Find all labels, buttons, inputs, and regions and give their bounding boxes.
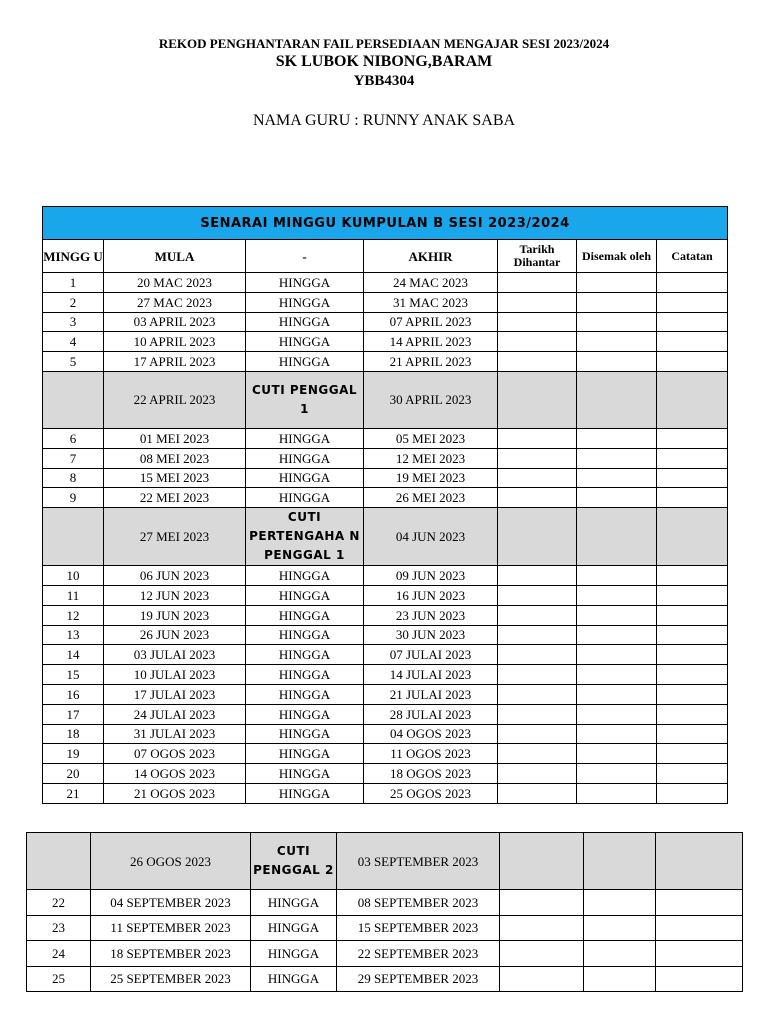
table-row: [27, 890, 743, 916]
week-number-cell: 8: [43, 468, 104, 488]
start-date-cell: 03 JULAI 2023: [104, 645, 246, 665]
start-date-cell: 08 MEI 2023: [104, 448, 246, 468]
col-header-start: MULA: [104, 240, 246, 273]
separator-cell: HINGGA: [251, 966, 337, 992]
table-row: [43, 665, 728, 685]
end-date-cell: 07 JULAI 2023: [364, 645, 498, 665]
checked-by-cell[interactable]: [577, 468, 657, 488]
separator-cell: HINGGA: [246, 273, 364, 293]
end-date-cell: 04 JUN 2023: [364, 508, 498, 566]
start-date-cell: 03 APRIL 2023: [104, 312, 246, 332]
end-date-cell: 29 SEPTEMBER 2023: [337, 966, 500, 992]
week-schedule-table-continued: [26, 832, 743, 992]
table-row: [43, 273, 728, 293]
end-date-cell: 08 SEPTEMBER 2023: [337, 890, 500, 916]
separator-cell: HINGGA: [246, 566, 364, 586]
end-date-cell: 11 OGOS 2023: [364, 744, 498, 764]
notes-cell[interactable]: [656, 833, 743, 890]
table-row: [43, 292, 728, 312]
checked-by-cell[interactable]: [577, 292, 657, 312]
week-number-cell: 5: [43, 352, 104, 372]
sent-date-cell[interactable]: [498, 585, 577, 605]
end-date-cell: 14 JULAI 2023: [364, 665, 498, 685]
checked-by-cell[interactable]: [577, 352, 657, 372]
school-code: YBB4304: [353, 73, 415, 89]
end-date-cell: 09 JUN 2023: [364, 566, 498, 586]
separator-cell: HINGGA: [246, 448, 364, 468]
checked-by-cell[interactable]: [584, 915, 656, 941]
sent-date-cell[interactable]: [498, 645, 577, 665]
week-number-cell: [43, 508, 104, 566]
separator-cell: HINGGA: [246, 332, 364, 352]
table-row: [27, 941, 743, 967]
sent-date-cell[interactable]: [498, 744, 577, 764]
separator-cell: HINGGA: [246, 783, 364, 803]
end-date-cell: 16 JUN 2023: [364, 585, 498, 605]
notes-cell[interactable]: [657, 645, 728, 665]
table-row: [43, 684, 728, 704]
notes-cell[interactable]: [656, 890, 743, 916]
notes-cell[interactable]: [657, 273, 728, 293]
end-date-cell: 21 JULAI 2023: [364, 684, 498, 704]
checked-by-cell[interactable]: [577, 764, 657, 784]
notes-cell[interactable]: [657, 724, 728, 744]
notes-cell[interactable]: [657, 625, 728, 645]
week-number-cell: 20: [43, 764, 104, 784]
separator-cell: HINGGA: [246, 625, 364, 645]
holiday-label-cell: CUTI PERTENGAHA N PENGGAL 1: [246, 508, 364, 566]
notes-cell[interactable]: [657, 665, 728, 685]
checked-by-cell[interactable]: [577, 744, 657, 764]
start-date-cell: 31 JULAI 2023: [104, 724, 246, 744]
end-date-cell: 21 APRIL 2023: [364, 352, 498, 372]
checked-by-cell[interactable]: [577, 684, 657, 704]
checked-by-cell[interactable]: [577, 566, 657, 586]
col-header-end: AKHIR: [364, 240, 498, 273]
table-row: [43, 605, 728, 625]
col-header-sep: -: [246, 240, 364, 273]
start-date-cell: 11 SEPTEMBER 2023: [91, 915, 251, 941]
notes-cell[interactable]: [657, 428, 728, 448]
sent-date-cell[interactable]: [498, 724, 577, 744]
start-date-cell: 22 MEI 2023: [104, 488, 246, 508]
end-date-cell: 23 JUN 2023: [364, 605, 498, 625]
table-row: [43, 566, 728, 586]
week-number-cell: 12: [43, 605, 104, 625]
table-row: [43, 488, 728, 508]
checked-by-cell[interactable]: [577, 273, 657, 293]
week-number-cell: 16: [43, 684, 104, 704]
start-date-cell: 06 JUN 2023: [104, 566, 246, 586]
separator-cell: HINGGA: [246, 704, 364, 724]
checked-by-cell[interactable]: [584, 833, 656, 890]
sent-date-cell[interactable]: [498, 783, 577, 803]
sent-date-cell[interactable]: [498, 292, 577, 312]
separator-cell: HINGGA: [246, 488, 364, 508]
start-date-cell: 01 MEI 2023: [104, 428, 246, 448]
start-date-cell: 12 JUN 2023: [104, 585, 246, 605]
end-date-cell: 14 APRIL 2023: [364, 332, 498, 352]
checked-by-cell[interactable]: [577, 585, 657, 605]
week-number-cell: 2: [43, 292, 104, 312]
week-number-cell: 21: [43, 783, 104, 803]
end-date-cell: 04 OGOS 2023: [364, 724, 498, 744]
sent-date-cell[interactable]: [498, 508, 577, 566]
start-date-cell: 27 MEI 2023: [104, 508, 246, 566]
checked-by-cell[interactable]: [577, 488, 657, 508]
document-title: REKOD PENGHANTARAN FAIL PERSEDIAAN MENGAJAR SESI 2023/2024: [158, 36, 610, 51]
table-row: [43, 625, 728, 645]
sent-date-cell[interactable]: [498, 312, 577, 332]
end-date-cell: 31 MAC 2023: [364, 292, 498, 312]
week-number-cell: 23: [27, 915, 91, 941]
start-date-cell: 17 JULAI 2023: [104, 684, 246, 704]
start-date-cell: 27 MAC 2023: [104, 292, 246, 312]
week-number-cell: 1: [43, 273, 104, 293]
start-date-cell: 14 OGOS 2023: [104, 764, 246, 784]
end-date-cell: 26 MEI 2023: [364, 488, 498, 508]
start-date-cell: 21 OGOS 2023: [104, 783, 246, 803]
table-row: [43, 704, 728, 724]
week-number-cell: 3: [43, 312, 104, 332]
notes-cell[interactable]: [656, 941, 743, 967]
separator-cell: HINGGA: [246, 312, 364, 332]
table-row: [43, 448, 728, 468]
checked-by-cell[interactable]: [577, 312, 657, 332]
table-row: [27, 966, 743, 992]
school-name: SK LUBOK NIBONG,BARAM: [275, 53, 493, 70]
holiday-row: [43, 508, 728, 566]
week-number-cell: 17: [43, 704, 104, 724]
separator-cell: HINGGA: [246, 665, 364, 685]
checked-by-cell[interactable]: [577, 448, 657, 468]
sent-date-cell[interactable]: [500, 915, 584, 941]
table-row: [43, 764, 728, 784]
sent-date-cell[interactable]: [498, 704, 577, 724]
separator-cell: HINGGA: [251, 941, 337, 967]
sent-date-cell[interactable]: [498, 352, 577, 372]
week-number-cell: 19: [43, 744, 104, 764]
end-date-cell: 07 APRIL 2023: [364, 312, 498, 332]
sent-date-cell[interactable]: [500, 833, 584, 890]
holiday-label-cell: CUTI PENGGAL 2: [251, 833, 337, 890]
table-row: [43, 783, 728, 803]
week-number-cell: [27, 833, 91, 890]
table-row: [43, 428, 728, 448]
col-header-week: MINGG U: [43, 240, 104, 273]
notes-cell[interactable]: [657, 332, 728, 352]
notes-cell[interactable]: [657, 684, 728, 704]
week-number-cell: 13: [43, 625, 104, 645]
sent-date-cell[interactable]: [498, 566, 577, 586]
week-number-cell: 25: [27, 966, 91, 992]
checked-by-cell[interactable]: [584, 966, 656, 992]
end-date-cell: 28 JULAI 2023: [364, 704, 498, 724]
start-date-cell: 26 OGOS 2023: [91, 833, 251, 890]
col-header-notes: Catatan: [657, 240, 728, 273]
notes-cell[interactable]: [657, 764, 728, 784]
week-number-cell: 6: [43, 428, 104, 448]
separator-cell: HINGGA: [246, 292, 364, 312]
separator-cell: HINGGA: [246, 724, 364, 744]
end-date-cell: 30 APRIL 2023: [364, 371, 498, 428]
end-date-cell: 05 MEI 2023: [364, 428, 498, 448]
separator-cell: HINGGA: [246, 764, 364, 784]
end-date-cell: 03 SEPTEMBER 2023: [337, 833, 500, 890]
notes-cell[interactable]: [657, 371, 728, 428]
end-date-cell: 24 MAC 2023: [364, 273, 498, 293]
checked-by-cell[interactable]: [577, 508, 657, 566]
end-date-cell: 19 MEI 2023: [364, 468, 498, 488]
table-row: [43, 332, 728, 352]
holiday-label-cell: CUTI PENGGAL 1: [246, 371, 364, 428]
start-date-cell: 10 JULAI 2023: [104, 665, 246, 685]
col-header-checked-by: Disemak oleh: [577, 240, 657, 273]
start-date-cell: 25 SEPTEMBER 2023: [91, 966, 251, 992]
separator-cell: HINGGA: [251, 890, 337, 916]
start-date-cell: 18 SEPTEMBER 2023: [91, 941, 251, 967]
week-schedule-table: [42, 206, 728, 804]
week-number-cell: 4: [43, 332, 104, 352]
week-number-cell: 18: [43, 724, 104, 744]
notes-cell[interactable]: [657, 488, 728, 508]
start-date-cell: 15 MEI 2023: [104, 468, 246, 488]
teacher-name: NAMA GURU : RUNNY ANAK SABA: [252, 112, 516, 129]
end-date-cell: 12 MEI 2023: [364, 448, 498, 468]
separator-cell: HINGGA: [246, 352, 364, 372]
checked-by-cell[interactable]: [577, 332, 657, 352]
notes-cell[interactable]: [657, 468, 728, 488]
checked-by-cell[interactable]: [577, 605, 657, 625]
notes-cell[interactable]: [657, 312, 728, 332]
week-number-cell: 7: [43, 448, 104, 468]
start-date-cell: 26 JUN 2023: [104, 625, 246, 645]
checked-by-cell[interactable]: [577, 625, 657, 645]
checked-by-cell[interactable]: [577, 704, 657, 724]
checked-by-cell[interactable]: [577, 665, 657, 685]
checked-by-cell[interactable]: [577, 371, 657, 428]
end-date-cell: 25 OGOS 2023: [364, 783, 498, 803]
notes-cell[interactable]: [657, 566, 728, 586]
separator-cell: HINGGA: [246, 605, 364, 625]
sent-date-cell[interactable]: [500, 890, 584, 916]
table-row: [43, 744, 728, 764]
notes-cell[interactable]: [657, 744, 728, 764]
end-date-cell: 30 JUN 2023: [364, 625, 498, 645]
separator-cell: HINGGA: [246, 684, 364, 704]
checked-by-cell[interactable]: [577, 428, 657, 448]
notes-cell[interactable]: [657, 448, 728, 468]
sent-date-cell[interactable]: [498, 332, 577, 352]
sent-date-cell[interactable]: [498, 625, 577, 645]
checked-by-cell[interactable]: [584, 890, 656, 916]
notes-cell[interactable]: [657, 352, 728, 372]
week-number-cell: 14: [43, 645, 104, 665]
separator-cell: HINGGA: [246, 468, 364, 488]
start-date-cell: 04 SEPTEMBER 2023: [91, 890, 251, 916]
sent-date-cell[interactable]: [498, 448, 577, 468]
table-row: [43, 468, 728, 488]
start-date-cell: 19 JUN 2023: [104, 605, 246, 625]
week-number-cell: 9: [43, 488, 104, 508]
notes-cell[interactable]: [657, 585, 728, 605]
start-date-cell: 17 APRIL 2023: [104, 352, 246, 372]
week-number-cell: 15: [43, 665, 104, 685]
checked-by-cell[interactable]: [577, 724, 657, 744]
start-date-cell: 20 MAC 2023: [104, 273, 246, 293]
week-number-cell: 24: [27, 941, 91, 967]
notes-cell[interactable]: [657, 605, 728, 625]
separator-cell: HINGGA: [246, 428, 364, 448]
table-row: [27, 915, 743, 941]
week-number-cell: [43, 371, 104, 428]
col-header-sent-date: Tarikh Dihantar: [498, 240, 577, 273]
table-row: [43, 312, 728, 332]
sent-date-cell[interactable]: [500, 941, 584, 967]
checked-by-cell[interactable]: [577, 783, 657, 803]
separator-cell: HINGGA: [251, 915, 337, 941]
sent-date-cell[interactable]: [498, 371, 577, 428]
table-row: [43, 352, 728, 372]
sent-date-cell[interactable]: [498, 273, 577, 293]
notes-cell[interactable]: [657, 704, 728, 724]
checked-by-cell[interactable]: [577, 645, 657, 665]
sent-date-cell[interactable]: [498, 605, 577, 625]
notes-cell[interactable]: [657, 508, 728, 566]
week-number-cell: 10: [43, 566, 104, 586]
holiday-row: [27, 833, 743, 890]
table-row: [43, 585, 728, 605]
table-row: [43, 645, 728, 665]
notes-cell[interactable]: [657, 292, 728, 312]
sent-date-cell[interactable]: [498, 488, 577, 508]
separator-cell: HINGGA: [246, 744, 364, 764]
end-date-cell: 15 SEPTEMBER 2023: [337, 915, 500, 941]
table-title: SENARAI MINGGU KUMPULAN B SESI 2023/2024: [43, 207, 728, 240]
end-date-cell: 18 OGOS 2023: [364, 764, 498, 784]
table-row: [43, 724, 728, 744]
start-date-cell: 24 JULAI 2023: [104, 704, 246, 724]
end-date-cell: 22 SEPTEMBER 2023: [337, 941, 500, 967]
sent-date-cell[interactable]: [498, 684, 577, 704]
sent-date-cell[interactable]: [500, 966, 584, 992]
start-date-cell: 07 OGOS 2023: [104, 744, 246, 764]
week-number-cell: 22: [27, 890, 91, 916]
sent-date-cell[interactable]: [498, 665, 577, 685]
notes-cell[interactable]: [656, 966, 743, 992]
start-date-cell: 22 APRIL 2023: [104, 371, 246, 428]
sent-date-cell[interactable]: [498, 764, 577, 784]
holiday-row: [43, 371, 728, 428]
separator-cell: HINGGA: [246, 645, 364, 665]
start-date-cell: 10 APRIL 2023: [104, 332, 246, 352]
sent-date-cell[interactable]: [498, 468, 577, 488]
sent-date-cell[interactable]: [498, 428, 577, 448]
notes-cell[interactable]: [657, 783, 728, 803]
week-number-cell: 11: [43, 585, 104, 605]
separator-cell: HINGGA: [246, 585, 364, 605]
notes-cell[interactable]: [656, 915, 743, 941]
checked-by-cell[interactable]: [584, 941, 656, 967]
